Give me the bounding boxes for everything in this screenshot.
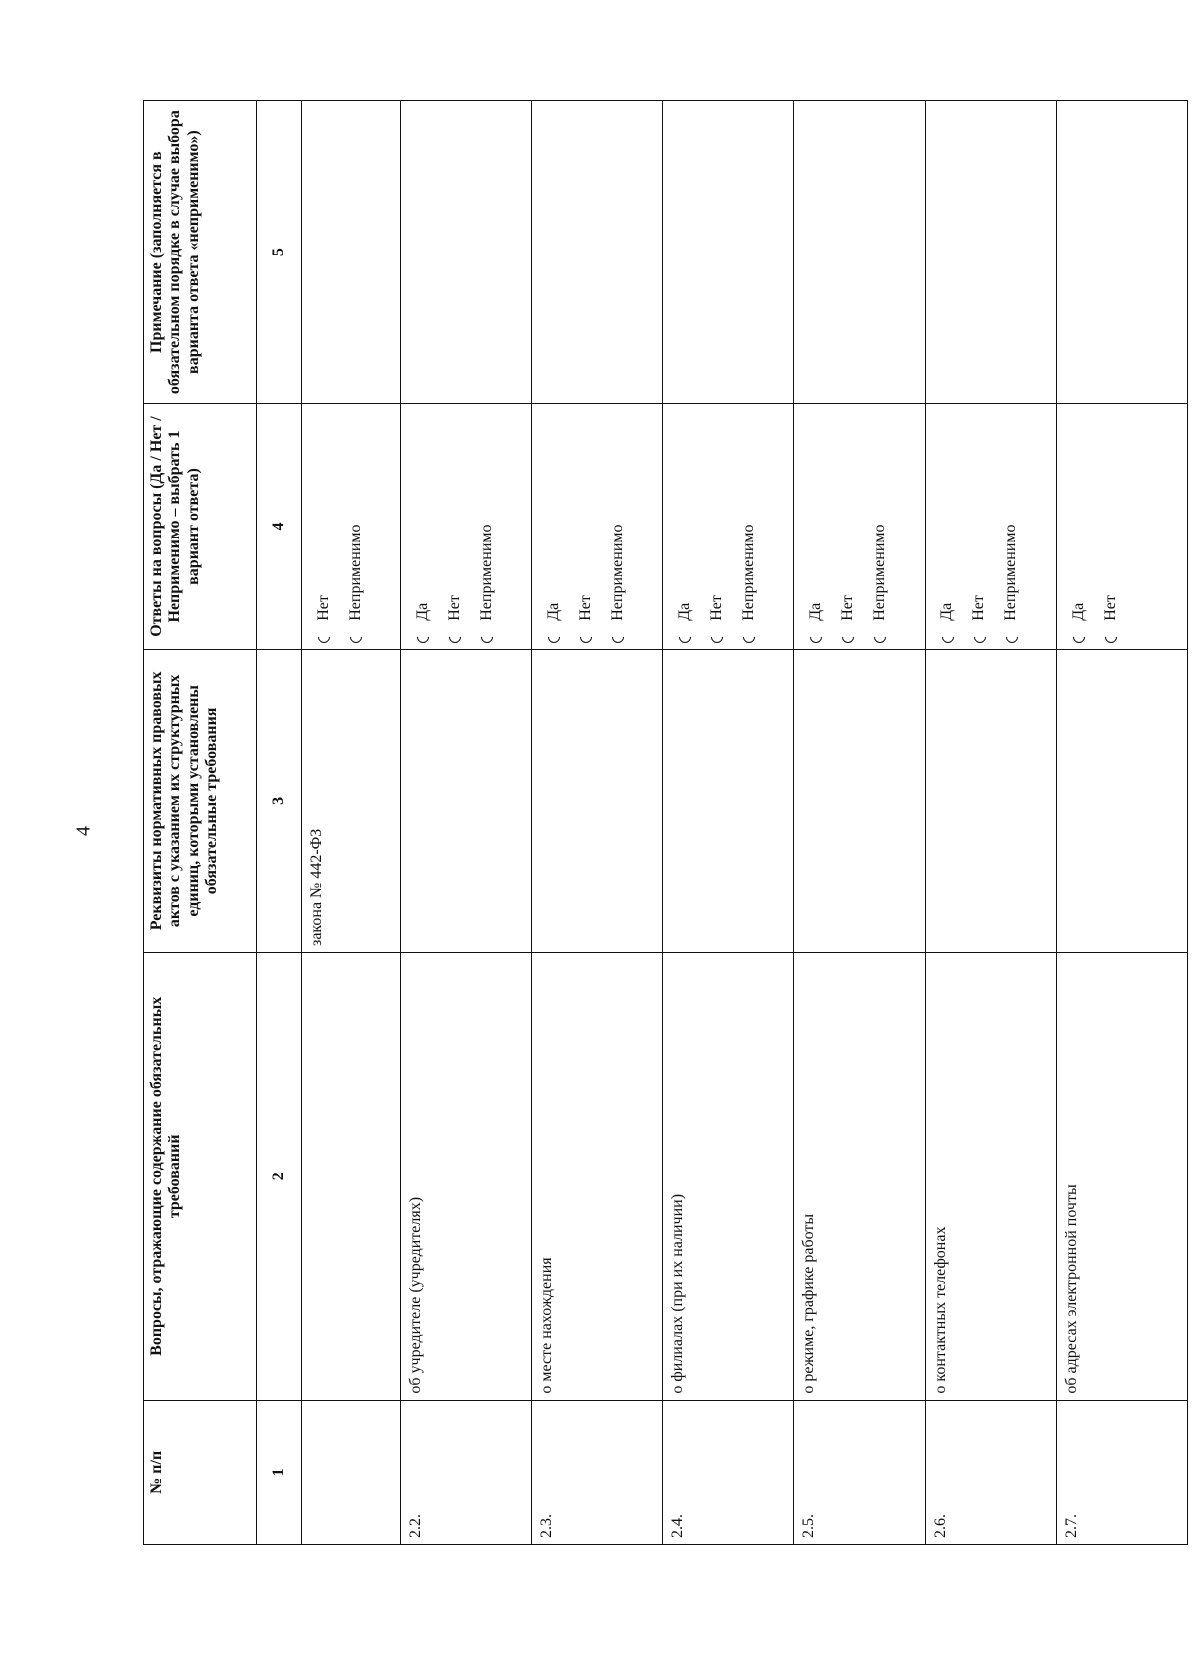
row-note (663, 101, 794, 404)
row-number: 2.3. (531, 1400, 662, 1544)
answer-option-label: Неприменимо (1002, 524, 1020, 621)
row-note (925, 101, 1056, 404)
answer-option-label: Нет (839, 595, 857, 621)
answer-option[interactable] (1095, 410, 1127, 642)
row-requisites (663, 649, 794, 952)
row-question (301, 952, 400, 1400)
answer-option[interactable] (669, 410, 701, 642)
answer-option[interactable] (800, 410, 832, 642)
answer-option[interactable] (439, 410, 471, 642)
row-answers (925, 404, 1056, 649)
answer-option-label: Неприменимо (346, 524, 364, 621)
column-number: 4 (257, 404, 301, 649)
radio-icon[interactable] (414, 628, 431, 645)
answer-option[interactable] (996, 410, 1028, 642)
row-question: о контактных телефонах (925, 952, 1056, 1400)
table-row (794, 101, 925, 1545)
answer-option[interactable] (932, 410, 964, 642)
radio-icon[interactable] (609, 628, 626, 645)
table-row (663, 101, 794, 1545)
header-answers: Ответы на вопросы (Да / Нет / Неприменимо – выбрать 1 вариант ответа) (144, 404, 257, 649)
row-requisites (531, 649, 662, 952)
answer-option-label: Нет (1101, 595, 1119, 621)
column-numbers-row (257, 101, 301, 1545)
checklist-table (143, 100, 1188, 1545)
table-row (531, 101, 662, 1545)
page-number: 4 (72, 826, 95, 836)
radio-icon[interactable] (709, 628, 726, 645)
row-question: о филиалах (при их наличии) (663, 952, 794, 1400)
radio-icon[interactable] (971, 628, 988, 645)
answer-option[interactable] (602, 410, 634, 642)
row-answers (1056, 404, 1187, 649)
radio-icon[interactable] (347, 628, 364, 645)
radio-icon[interactable] (872, 628, 889, 645)
answer-option-label: Неприменимо (739, 524, 757, 621)
radio-icon[interactable] (1003, 628, 1020, 645)
radio-icon[interactable] (939, 628, 956, 645)
table-row (1056, 101, 1187, 1545)
answer-option-label: Да (1069, 602, 1087, 621)
row-answers (531, 404, 662, 649)
answer-option-label: Неприменимо (477, 524, 495, 621)
header-note: Примечание (заполняется в обязательном порядке в случае выбора варианта ответа «неприменимо») (144, 101, 257, 404)
radio-icon[interactable] (840, 628, 857, 645)
answer-option-label: Нет (576, 595, 594, 621)
row-question: об адресах электронной почты (1056, 952, 1187, 1400)
row-number: 2.2. (400, 1400, 531, 1544)
radio-icon[interactable] (545, 628, 562, 645)
row-requisites (400, 649, 531, 952)
row-requisites (925, 649, 1056, 952)
table-row (400, 101, 531, 1545)
row-note (301, 101, 400, 404)
answer-option[interactable] (340, 410, 372, 642)
row-requisites: закона № 442-ФЗ (301, 649, 400, 952)
column-number: 2 (257, 952, 301, 1400)
radio-icon[interactable] (478, 628, 495, 645)
column-number: 5 (257, 101, 301, 404)
row-number: 2.7. (1056, 1400, 1187, 1544)
row-question: о режиме, графике работы (794, 952, 925, 1400)
row-note (1056, 101, 1187, 404)
answer-option[interactable] (964, 410, 996, 642)
answer-option-label: Нет (707, 595, 725, 621)
radio-icon[interactable] (1070, 628, 1087, 645)
answer-option-label: Да (544, 602, 562, 621)
answer-option-label: Да (807, 602, 825, 621)
answer-option-label: Да (938, 602, 956, 621)
radio-icon[interactable] (577, 628, 594, 645)
answer-option[interactable] (864, 410, 896, 642)
rotated-checklist-page (143, 100, 1188, 1545)
row-question: об учредителе (учредителях) (400, 952, 531, 1400)
answer-option[interactable] (471, 410, 503, 642)
row-question: о месте нахождения (531, 952, 662, 1400)
radio-icon[interactable] (1102, 628, 1119, 645)
row-number: 2.6. (925, 1400, 1056, 1544)
table-row (925, 101, 1056, 1545)
header-number: № п/п (144, 1400, 257, 1544)
answer-option[interactable] (570, 410, 602, 642)
answer-option-label: Нет (445, 595, 463, 621)
column-number: 1 (257, 1400, 301, 1544)
row-note (794, 101, 925, 404)
row-note (400, 101, 531, 404)
radio-icon[interactable] (741, 628, 758, 645)
answer-option-label: Нет (314, 595, 332, 621)
answer-option[interactable] (407, 410, 439, 642)
answer-option-label: Нет (970, 595, 988, 621)
radio-icon[interactable] (808, 628, 825, 645)
row-number: 2.4. (663, 1400, 794, 1544)
row-requisites (1056, 649, 1187, 952)
row-number (301, 1400, 400, 1544)
row-answers (794, 404, 925, 649)
answer-option[interactable] (308, 410, 340, 642)
radio-icon[interactable] (315, 628, 332, 645)
answer-option-label: Неприменимо (608, 524, 626, 621)
column-number: 3 (257, 649, 301, 952)
answer-option[interactable] (1063, 410, 1095, 642)
radio-icon[interactable] (446, 628, 463, 645)
answer-option[interactable] (538, 410, 570, 642)
row-requisites (794, 649, 925, 952)
header-question: Вопросы, отражающие содержание обязательных требований (144, 952, 257, 1400)
header-requisites: Реквизиты нормативных правовых актов с указанием их структурных единиц, которыми установлены обязательные требования (144, 649, 257, 952)
table-row (301, 101, 400, 1545)
row-number: 2.5. (794, 1400, 925, 1544)
row-answers (400, 404, 531, 649)
answer-option[interactable] (733, 410, 765, 642)
radio-icon[interactable] (677, 628, 694, 645)
answer-option-label: Да (413, 602, 431, 621)
row-answers (301, 404, 400, 649)
answer-option-label: Неприменимо (871, 524, 889, 621)
row-note (531, 101, 662, 404)
answer-option[interactable] (701, 410, 733, 642)
header-row (144, 101, 257, 1545)
answer-option[interactable] (832, 410, 864, 642)
row-answers (663, 404, 794, 649)
answer-option-label: Да (675, 602, 693, 621)
